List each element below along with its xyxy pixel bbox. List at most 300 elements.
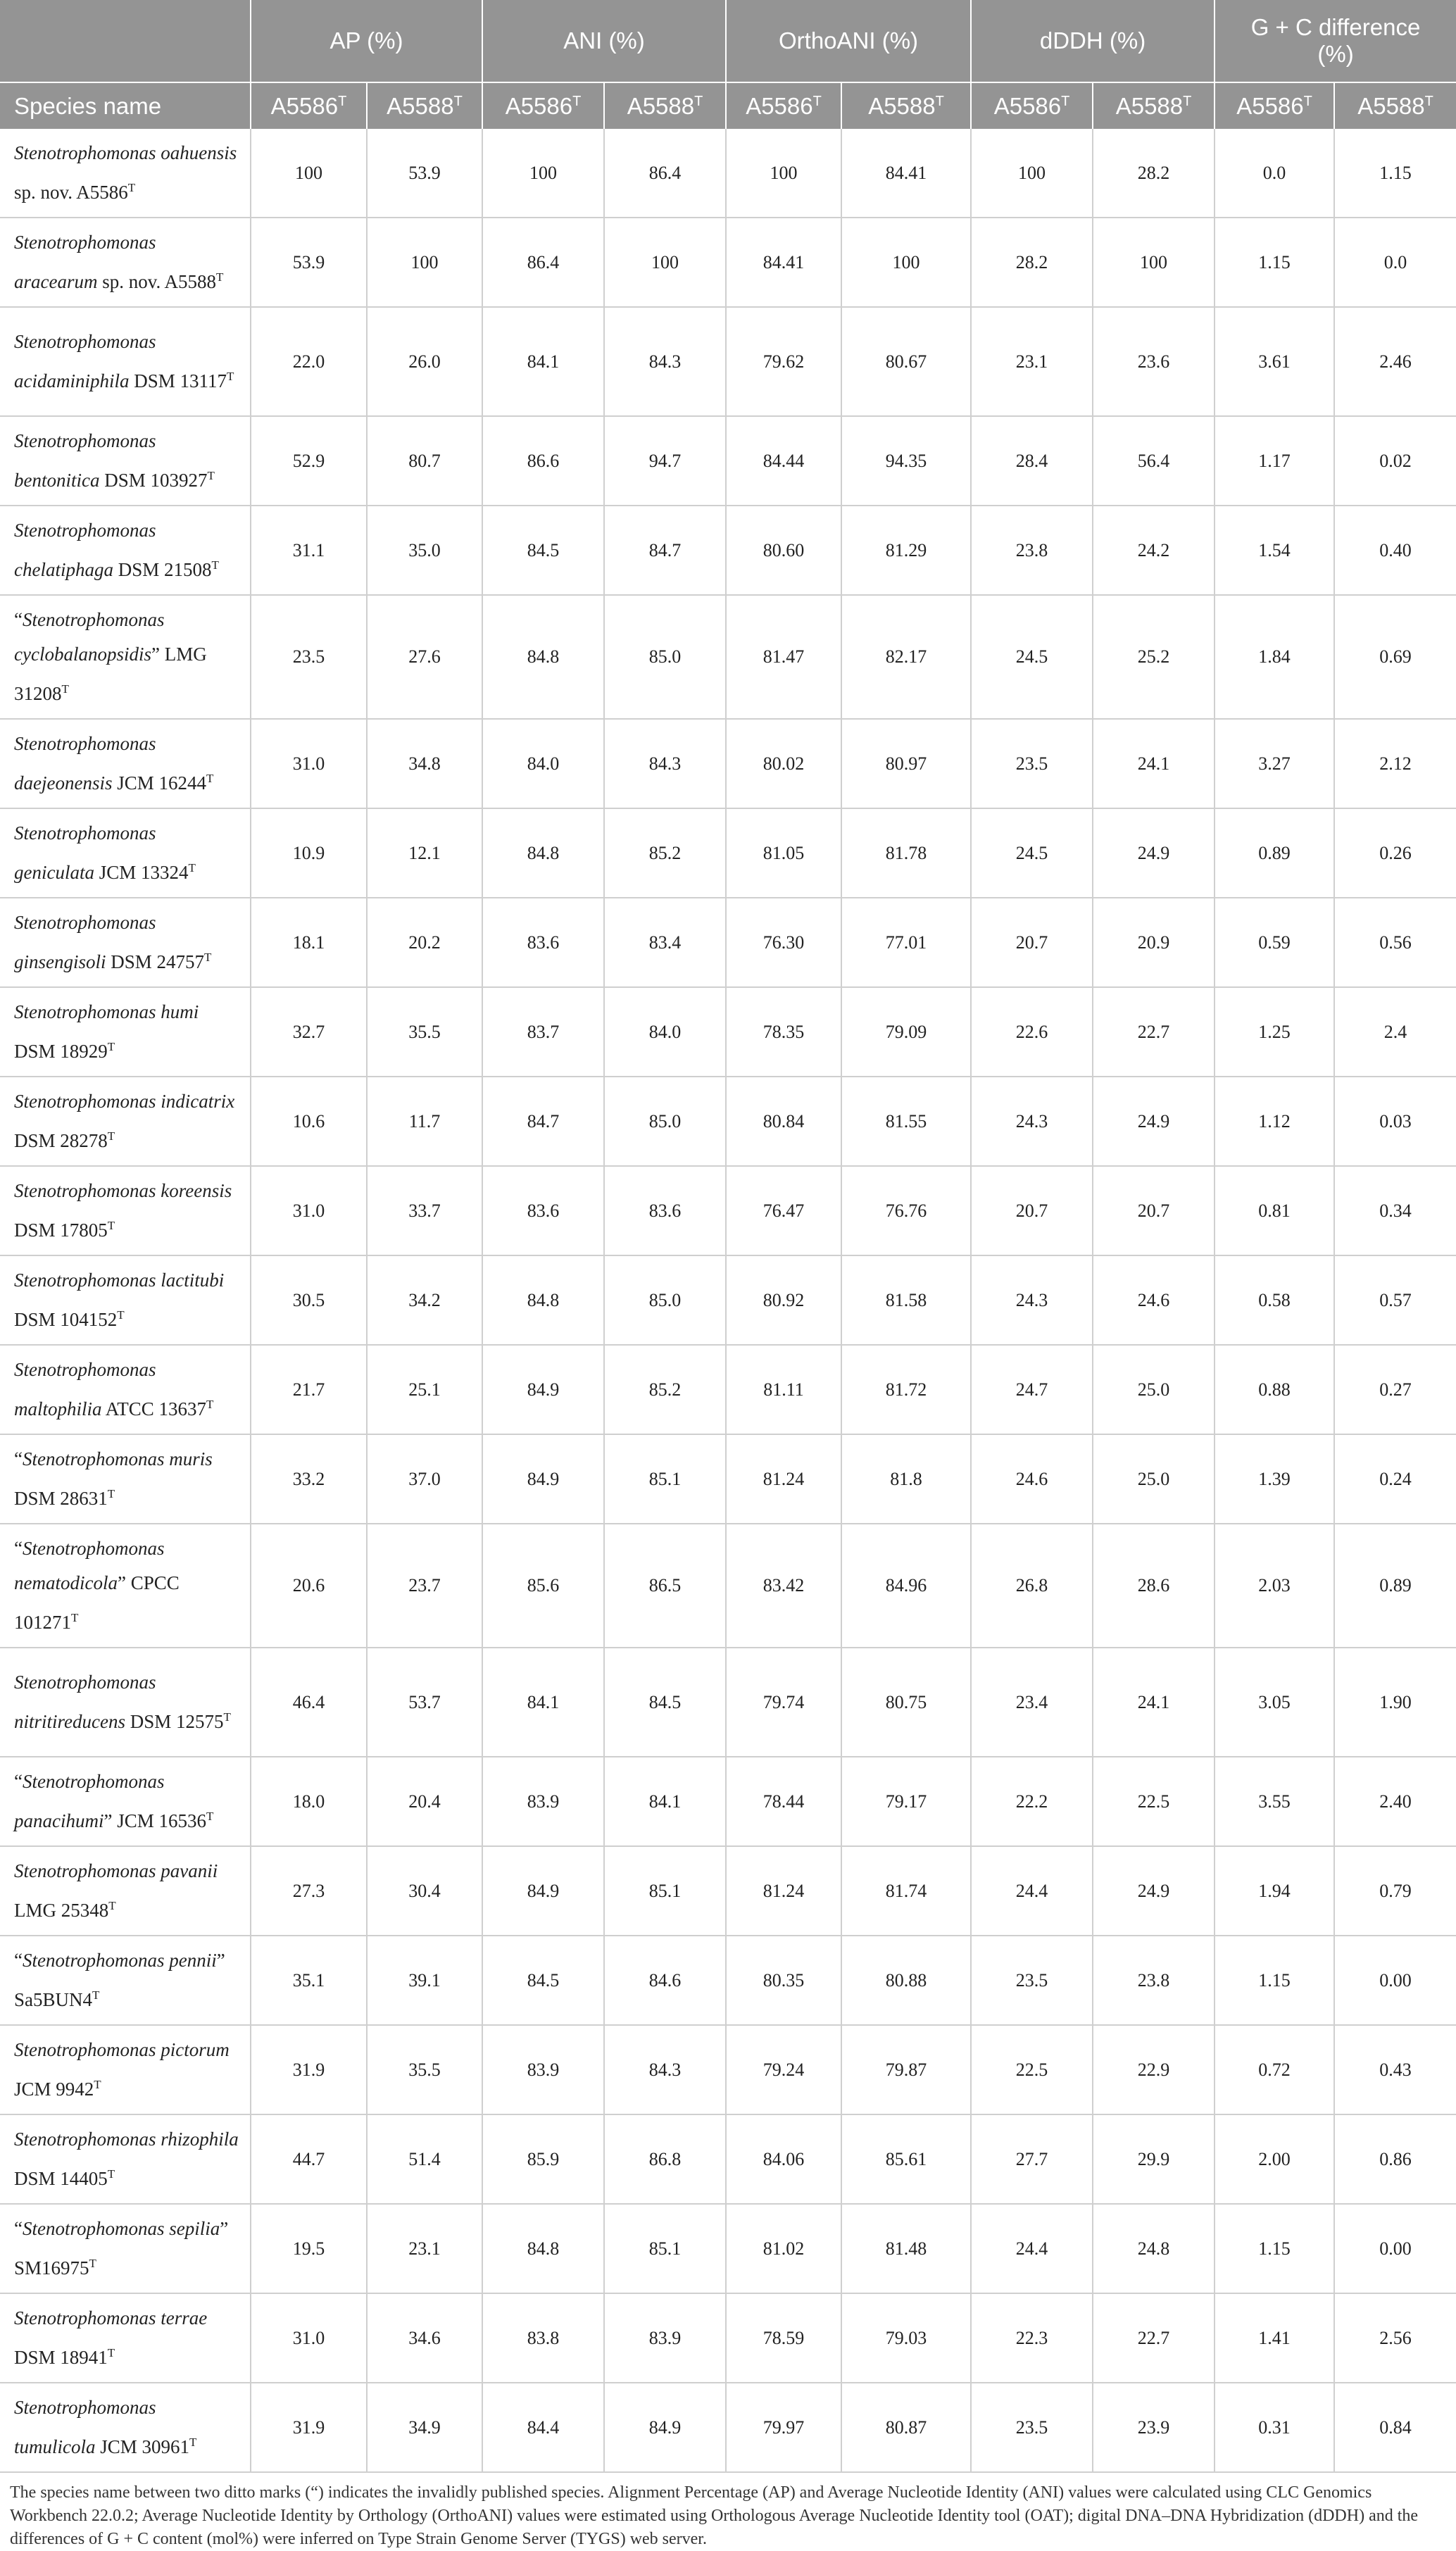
value-cell: 33.7 [367, 1166, 482, 1255]
type-strain-mark: T [204, 951, 212, 964]
species-name-cell [0, 2293, 251, 2383]
type-strain-mark: T [206, 772, 214, 785]
value-cell: 81.58 [841, 1255, 971, 1345]
value-cell: 35.0 [367, 506, 482, 595]
species-name-cell [0, 1846, 251, 1936]
strain-designation: DSM 14405 [14, 2168, 108, 2189]
value-cell: 84.1 [482, 307, 604, 416]
species-epithet: bentonitica [14, 470, 100, 491]
header-strain: $A5588^T$ [1093, 82, 1215, 129]
value-cell: 85.0 [604, 595, 726, 719]
genus-name: Stenotrophomonas [14, 430, 156, 451]
value-cell: 79.09 [841, 987, 971, 1077]
value-cell: 10.6 [251, 1077, 367, 1166]
type-strain-mark: T [189, 2436, 197, 2449]
open-ditto-mark: “ [14, 609, 23, 630]
species-epithet: ginsengisoli [14, 951, 106, 972]
table-row [0, 1345, 1456, 1434]
table-row [0, 898, 1456, 987]
value-cell: 24.5 [971, 808, 1093, 898]
species-epithet: chelatiphaga [14, 559, 113, 580]
genus-name: Stenotrophomonas [14, 1180, 156, 1201]
header-strain: $A5586^T$ [1215, 82, 1334, 129]
value-cell: 1.15 [1215, 218, 1334, 307]
value-cell: 78.59 [726, 2293, 841, 2383]
value-cell: 100 [841, 218, 971, 307]
value-cell: 27.3 [251, 1846, 367, 1936]
header-dddh: dDDH (%) [971, 0, 1215, 82]
value-cell: 100 [1093, 218, 1215, 307]
value-cell: 31.0 [251, 2293, 367, 2383]
value-cell: 84.6 [604, 1936, 726, 2025]
value-cell: 79.03 [841, 2293, 971, 2383]
value-cell: 80.35 [726, 1936, 841, 2025]
value-cell: 83.8 [482, 2293, 604, 2383]
value-cell: 23.8 [971, 506, 1093, 595]
value-cell: 35.5 [367, 2025, 482, 2114]
value-cell: 25.0 [1093, 1434, 1215, 1524]
type-strain-mark: T [108, 1899, 116, 1912]
value-cell: 84.4 [482, 2383, 604, 2472]
value-cell: 20.2 [367, 898, 482, 987]
value-cell: 26.0 [367, 307, 482, 416]
value-cell: 28.4 [971, 416, 1093, 506]
value-cell: 25.2 [1093, 595, 1215, 719]
value-cell: 79.74 [726, 1648, 841, 1757]
species-name-cell [0, 2383, 251, 2472]
header-strain: $A5588^T$ [841, 82, 971, 129]
value-cell: 22.7 [1093, 2293, 1215, 2383]
species-name-cell [0, 987, 251, 1077]
value-cell: 22.9 [1093, 2025, 1215, 2114]
value-cell: 80.87 [841, 2383, 971, 2472]
value-cell: 78.35 [726, 987, 841, 1077]
value-cell: 23.6 [1093, 307, 1215, 416]
value-cell: 80.02 [726, 719, 841, 808]
species-epithet: nitritireducens [14, 1711, 125, 1732]
value-cell: 80.67 [841, 307, 971, 416]
value-cell: 86.5 [604, 1524, 726, 1648]
species-epithet: pavanii [161, 1860, 218, 1881]
value-cell: 84.9 [482, 1846, 604, 1936]
value-cell: 31.9 [251, 2383, 367, 2472]
value-cell: 44.7 [251, 2114, 367, 2204]
genus-name: Stenotrophomonas [22, 1950, 165, 1971]
value-cell: 79.87 [841, 2025, 971, 2114]
species-name-cell [0, 129, 251, 218]
species-epithet: tumulicola [14, 2436, 96, 2457]
value-cell: 81.24 [726, 1846, 841, 1936]
value-cell: 84.0 [482, 719, 604, 808]
value-cell: 84.41 [841, 129, 971, 218]
strain-designation: DSM 12575 [125, 1711, 224, 1732]
value-cell: 20.9 [1093, 898, 1215, 987]
genus-name: Stenotrophomonas [14, 232, 156, 253]
value-cell: 0.79 [1334, 1846, 1456, 1936]
value-cell: 22.6 [971, 987, 1093, 1077]
strain-designation: LMG 25348 [14, 1900, 109, 1921]
header-strain: $A5588^T$ [604, 82, 726, 129]
strain-designation: JCM 16536 [112, 1810, 207, 1831]
value-cell: 26.8 [971, 1524, 1093, 1648]
value-cell: 31.1 [251, 506, 367, 595]
value-cell: 24.4 [971, 1846, 1093, 1936]
value-cell: 24.1 [1093, 1648, 1215, 1757]
value-cell: 0.69 [1334, 595, 1456, 719]
open-ditto-mark: “ [14, 1538, 23, 1559]
value-cell: 85.1 [604, 1434, 726, 1524]
genus-name: Stenotrophomonas [14, 331, 156, 352]
value-cell: 83.9 [604, 2293, 726, 2383]
value-cell: 80.88 [841, 1936, 971, 2025]
value-cell: 2.12 [1334, 719, 1456, 808]
value-cell: 0.34 [1334, 1166, 1456, 1255]
value-cell: 22.5 [971, 2025, 1093, 2114]
table-row [0, 1255, 1456, 1345]
value-cell: 24.3 [971, 1077, 1093, 1166]
table-row [0, 218, 1456, 307]
value-cell: 2.4 [1334, 987, 1456, 1077]
value-cell: 2.40 [1334, 1757, 1456, 1846]
species-name-cell [0, 1434, 251, 1524]
header-strain: $A5586^T$ [971, 82, 1093, 129]
species-name-cell [0, 808, 251, 898]
value-cell: 85.61 [841, 2114, 971, 2204]
value-cell: 1.94 [1215, 1846, 1334, 1936]
value-cell: 100 [604, 218, 726, 307]
type-strain-mark: T [188, 861, 196, 875]
type-strain-mark: T [107, 2167, 115, 2181]
strain-designation: JCM 13324 [94, 862, 189, 883]
value-cell: 85.9 [482, 2114, 604, 2204]
value-cell: 23.1 [971, 307, 1093, 416]
value-cell: 81.74 [841, 1846, 971, 1936]
value-cell: 0.84 [1334, 2383, 1456, 2472]
type-strain-mark: T [89, 2257, 96, 2270]
value-cell: 79.17 [841, 1757, 971, 1846]
species-name-cell [0, 1936, 251, 2025]
value-cell: 1.17 [1215, 416, 1334, 506]
species-epithet: sepilia [169, 2218, 220, 2239]
genus-name: Stenotrophomonas [22, 609, 165, 630]
type-strain-mark: T [94, 2078, 101, 2091]
strain-designation: ATCC 13637 [101, 1398, 207, 1419]
strain-designation: DSM 17805 [14, 1220, 108, 1241]
value-cell: 84.7 [604, 506, 726, 595]
value-cell: 22.7 [1093, 987, 1215, 1077]
value-cell: 23.1 [367, 2204, 482, 2293]
value-cell: 22.2 [971, 1757, 1093, 1846]
strain-designation: CPCC 101271 [14, 1572, 180, 1633]
value-cell: 78.44 [726, 1757, 841, 1846]
value-cell: 81.48 [841, 2204, 971, 2293]
value-cell: 23.5 [971, 2383, 1093, 2472]
table-row [0, 987, 1456, 1077]
value-cell: 84.44 [726, 416, 841, 506]
value-cell: 2.56 [1334, 2293, 1456, 2383]
value-cell: 34.8 [367, 719, 482, 808]
strain-designation: DSM 18941 [14, 2347, 108, 2368]
type-strain-mark: T [211, 558, 219, 572]
value-cell: 86.4 [482, 218, 604, 307]
close-ditto-mark: ” [220, 2218, 229, 2239]
open-ditto-mark: “ [14, 1448, 23, 1469]
value-cell: 81.02 [726, 2204, 841, 2293]
genus-name: Stenotrophomonas [14, 733, 156, 754]
value-cell: 81.29 [841, 506, 971, 595]
value-cell: 81.72 [841, 1345, 971, 1434]
genus-name: Stenotrophomonas [14, 1091, 156, 1112]
value-cell: 94.35 [841, 416, 971, 506]
header-strain: $A5586^T$ [726, 82, 841, 129]
type-strain-mark: T [223, 1710, 231, 1724]
species-epithet: acidaminiphila [14, 370, 130, 391]
value-cell: 81.24 [726, 1434, 841, 1524]
strain-designation: SM16975 [14, 2257, 89, 2279]
value-cell: 27.6 [367, 595, 482, 719]
value-cell: 20.6 [251, 1524, 367, 1648]
value-cell: 86.4 [604, 129, 726, 218]
value-cell: 84.8 [482, 2204, 604, 2293]
genus-name: Stenotrophomonas [14, 1672, 156, 1693]
species-name-cell [0, 218, 251, 307]
species-name-cell [0, 1757, 251, 1846]
value-cell: 84.1 [604, 1757, 726, 1846]
strain-designation: DSM 28278 [14, 1130, 108, 1151]
table-row [0, 1846, 1456, 1936]
value-cell: 80.97 [841, 719, 971, 808]
value-cell: 79.62 [726, 307, 841, 416]
value-cell: 25.1 [367, 1345, 482, 1434]
type-strain-mark: T [117, 1308, 125, 1322]
table-row [0, 719, 1456, 808]
value-cell: 85.2 [604, 1345, 726, 1434]
value-cell: 100 [367, 218, 482, 307]
header-ani: ANI (%) [482, 0, 726, 82]
value-cell: 20.4 [367, 1757, 482, 1846]
value-cell: 31.0 [251, 1166, 367, 1255]
strain-designation: DSM 21508 [113, 559, 212, 580]
genus-name: Stenotrophomonas [22, 1538, 165, 1559]
value-cell: 0.26 [1334, 808, 1456, 898]
value-cell: 27.7 [971, 2114, 1093, 2204]
value-cell: 83.4 [604, 898, 726, 987]
value-cell: 84.41 [726, 218, 841, 307]
value-cell: 83.7 [482, 987, 604, 1077]
value-cell: 31.0 [251, 719, 367, 808]
species-name-cell [0, 1524, 251, 1648]
value-cell: 84.06 [726, 2114, 841, 2204]
value-cell: 0.56 [1334, 898, 1456, 987]
value-cell: 23.8 [1093, 1936, 1215, 2025]
header-strain: $A5586^T$ [251, 82, 367, 129]
value-cell: 24.8 [1093, 2204, 1215, 2293]
genus-name: Stenotrophomonas [14, 142, 156, 163]
table-body [0, 129, 1456, 2472]
value-cell: 0.31 [1215, 2383, 1334, 2472]
value-cell: 39.1 [367, 1936, 482, 2025]
value-cell: 11.7 [367, 1077, 482, 1166]
value-cell: 100 [251, 129, 367, 218]
species-epithet: pictorum [161, 2039, 230, 2060]
table-row [0, 1077, 1456, 1166]
value-cell: 24.2 [1093, 506, 1215, 595]
species-name-cell [0, 1166, 251, 1255]
species-name-cell [0, 719, 251, 808]
value-cell: 20.7 [971, 898, 1093, 987]
value-cell: 10.9 [251, 808, 367, 898]
value-cell: 23.4 [971, 1648, 1093, 1757]
species-name-cell [0, 2114, 251, 2204]
type-strain-mark: T [107, 1129, 115, 1143]
value-cell: 81.55 [841, 1077, 971, 1166]
type-strain-mark: T [107, 2346, 115, 2359]
value-cell: 28.6 [1093, 1524, 1215, 1648]
type-strain-mark: T [207, 469, 215, 482]
value-cell: 0.89 [1334, 1524, 1456, 1648]
value-cell: 24.9 [1093, 808, 1215, 898]
value-cell: 84.7 [482, 1077, 604, 1166]
value-cell: 23.5 [971, 1936, 1093, 2025]
value-cell: 52.9 [251, 416, 367, 506]
value-cell: 23.5 [971, 719, 1093, 808]
value-cell: 25.0 [1093, 1345, 1215, 1434]
strain-designation: DSM 28631 [14, 1488, 108, 1509]
strain-designation: JCM 9942 [14, 2079, 94, 2100]
table-row [0, 307, 1456, 416]
species-epithet: maltophilia [14, 1398, 102, 1419]
header-species-name: Species name [0, 82, 251, 129]
genus-name: Stenotrophomonas [14, 822, 156, 844]
value-cell: 84.5 [482, 506, 604, 595]
species-epithet: lactitubi [161, 1270, 225, 1291]
value-cell: 30.5 [251, 1255, 367, 1345]
header-blank [0, 0, 251, 82]
value-cell: 1.41 [1215, 2293, 1334, 2383]
value-cell: 2.46 [1334, 307, 1456, 416]
value-cell: 80.92 [726, 1255, 841, 1345]
value-cell: 84.8 [482, 595, 604, 719]
value-cell: 77.01 [841, 898, 971, 987]
type-strain-mark: T [206, 1398, 214, 1411]
species-epithet: indicatrix [161, 1091, 235, 1112]
value-cell: 80.75 [841, 1648, 971, 1757]
value-cell: 29.9 [1093, 2114, 1215, 2204]
value-cell: 0.02 [1334, 416, 1456, 506]
value-cell: 85.2 [604, 808, 726, 898]
header-row-strains [0, 82, 1456, 129]
value-cell: 18.1 [251, 898, 367, 987]
value-cell: 22.3 [971, 2293, 1093, 2383]
value-cell: 0.59 [1215, 898, 1334, 987]
value-cell: 1.15 [1215, 2204, 1334, 2293]
value-cell: 83.6 [604, 1166, 726, 1255]
value-cell: 24.4 [971, 2204, 1093, 2293]
value-cell: 24.5 [971, 595, 1093, 719]
value-cell: 81.8 [841, 1434, 971, 1524]
species-name-cell [0, 898, 251, 987]
value-cell: 76.76 [841, 1166, 971, 1255]
value-cell: 23.7 [367, 1524, 482, 1648]
type-strain-mark: T [107, 1040, 115, 1053]
value-cell: 86.8 [604, 2114, 726, 2204]
genus-name: Stenotrophomonas [14, 2397, 156, 2418]
value-cell: 100 [726, 129, 841, 218]
value-cell: 84.0 [604, 987, 726, 1077]
strain-designation: DSM 104152 [14, 1309, 118, 1330]
header-row-groups [0, 0, 1456, 82]
value-cell: 3.55 [1215, 1757, 1334, 1846]
value-cell: 53.9 [367, 129, 482, 218]
value-cell: 24.7 [971, 1345, 1093, 1434]
value-cell: 0.72 [1215, 2025, 1334, 2114]
type-strain-mark: T [92, 1988, 100, 2002]
value-cell: 18.0 [251, 1757, 367, 1846]
table-row [0, 595, 1456, 719]
strain-designation: sp. nov. A5586 [14, 182, 128, 203]
value-cell: 0.40 [1334, 506, 1456, 595]
value-cell: 0.43 [1334, 2025, 1456, 2114]
value-cell: 85.1 [604, 2204, 726, 2293]
value-cell: 84.1 [482, 1648, 604, 1757]
table-row [0, 2204, 1456, 2293]
value-cell: 1.84 [1215, 595, 1334, 719]
genus-name: Stenotrophomonas [22, 1448, 165, 1469]
value-cell: 0.0 [1334, 218, 1456, 307]
value-cell: 80.60 [726, 506, 841, 595]
value-cell: 3.27 [1215, 719, 1334, 808]
table-row [0, 2114, 1456, 2204]
header-strain: $A5588^T$ [367, 82, 482, 129]
value-cell: 24.9 [1093, 1846, 1215, 1936]
table-row [0, 1166, 1456, 1255]
value-cell: 0.24 [1334, 1434, 1456, 1524]
species-name-cell [0, 1345, 251, 1434]
value-cell: 1.15 [1334, 129, 1456, 218]
table-row [0, 2293, 1456, 2383]
value-cell: 22.0 [251, 307, 367, 416]
value-cell: 28.2 [1093, 129, 1215, 218]
header-orthoani: OrthoANI (%) [726, 0, 971, 82]
species-name-cell [0, 595, 251, 719]
value-cell: 84.9 [604, 2383, 726, 2472]
type-strain-mark: T [107, 1219, 115, 1232]
value-cell: 46.4 [251, 1648, 367, 1757]
header-ap: AP (%) [251, 0, 482, 82]
value-cell: 0.89 [1215, 808, 1334, 898]
value-cell: 84.8 [482, 808, 604, 898]
species-name-cell [0, 1648, 251, 1757]
value-cell: 84.96 [841, 1524, 971, 1648]
strain-designation: sp. nov. A5588 [97, 271, 216, 292]
value-cell: 84.3 [604, 307, 726, 416]
value-cell: 79.97 [726, 2383, 841, 2472]
value-cell: 30.4 [367, 1846, 482, 1936]
species-name-cell [0, 416, 251, 506]
table-row [0, 416, 1456, 506]
genus-name: Stenotrophomonas [22, 1771, 165, 1792]
table-row [0, 129, 1456, 218]
genus-name: Stenotrophomonas [14, 1001, 156, 1022]
species-epithet: koreensis [161, 1180, 232, 1201]
species-epithet: terrae [161, 2307, 208, 2329]
header-gc-difference: G + C difference (%) [1215, 0, 1456, 82]
value-cell: 3.61 [1215, 307, 1334, 416]
value-cell: 24.3 [971, 1255, 1093, 1345]
close-ditto-mark: ” [103, 1810, 113, 1831]
close-ditto-mark: ” [117, 1572, 126, 1593]
strain-designation: JCM 16244 [112, 772, 207, 794]
